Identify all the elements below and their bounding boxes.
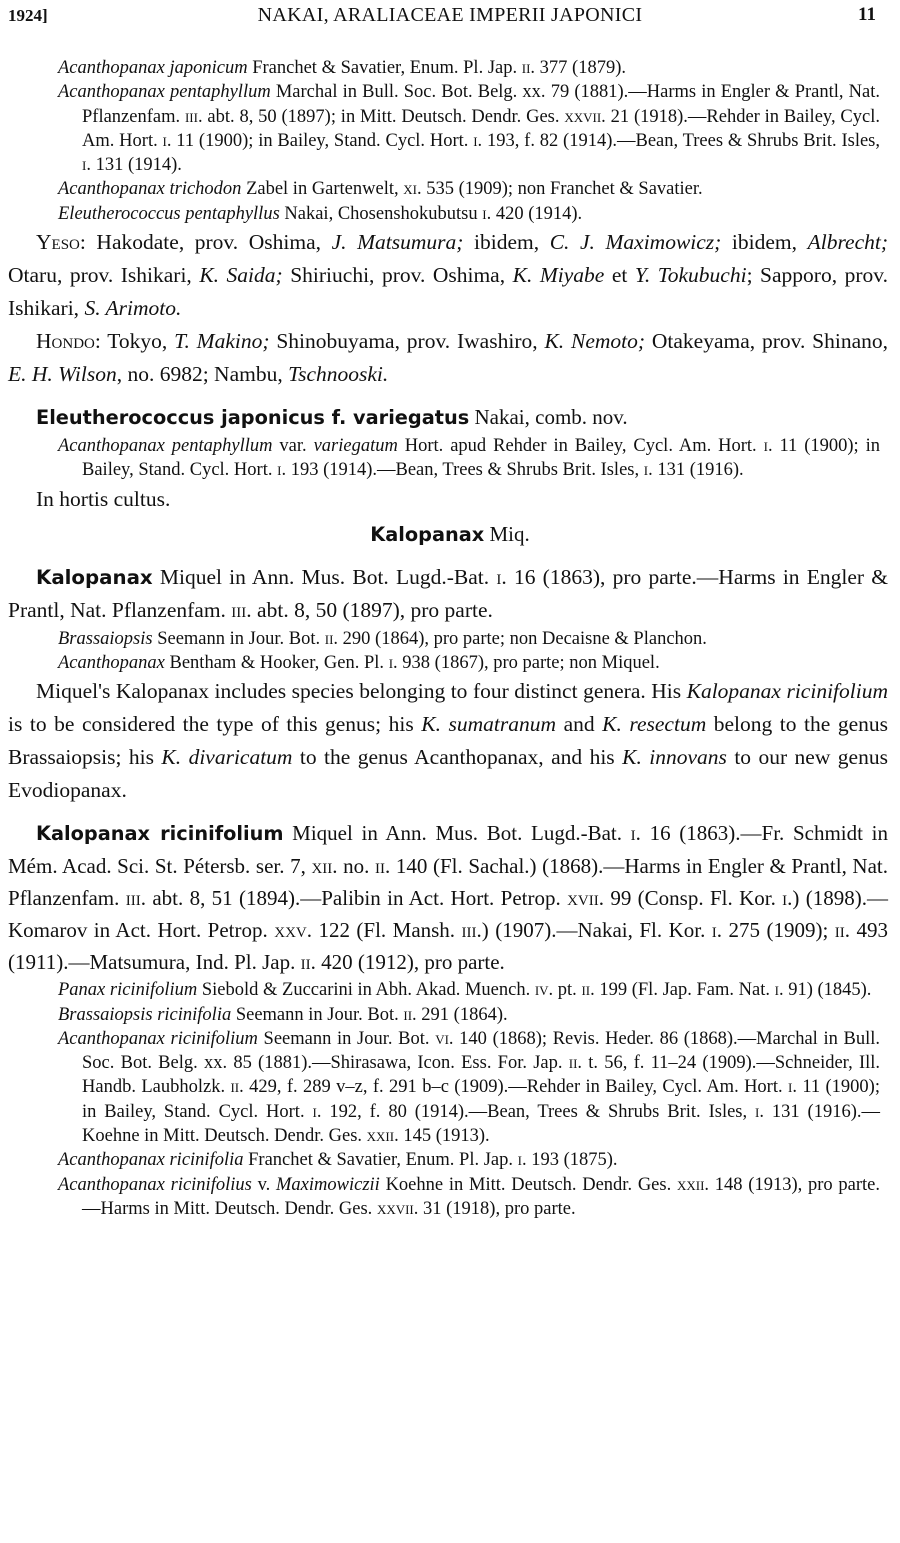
text-run: . 16 (1863).—Fr. Schmidt in Mém. Acad. Sci. St. Pétersb. ser. 7, <box>8 821 888 879</box>
text-run: Otaru, prov. Ishikari, <box>8 263 200 288</box>
small-caps-text: ii <box>403 1004 413 1025</box>
header-title: NAKAI, ARALIACEAE IMPERII JAPONICI <box>257 4 643 26</box>
small-caps-text: i <box>277 460 282 481</box>
italic-text: Acanthopanax ricinifolium <box>58 1028 258 1049</box>
taxon-heading-paragraph <box>8 401 888 434</box>
text-run: . t. 56, f. 11–24 (1909).—Schneider, Ill. Handb. Laubholzk. <box>82 1053 881 1098</box>
small-caps-text: xxvii <box>564 106 602 127</box>
synonym-citation <box>58 202 880 226</box>
text-run: Siebold & Zuccarini in Abh. Akad. Muench. <box>197 980 535 1001</box>
italic-text: Acanthopanax ricinifolius <box>58 1174 252 1195</box>
text-run: . 938 (1867), pro parte; non Miquel. <box>393 652 660 673</box>
header-year: 1924] <box>8 6 48 25</box>
bold-taxon-name: Kalopanax ricinifolium <box>36 822 284 846</box>
small-caps-text: i <box>162 130 167 151</box>
text-run: . 140 (1868); Revis. Heder. 86 (1868).—Marchal in Bull. Soc. Bot. Belg. xx. 85 (1881).—Shirasawa, Icon. Ess. For. Jap. <box>82 1028 880 1074</box>
italic-text: Acanthopanax ricinifolia <box>58 1150 244 1171</box>
italic-text: K. Nemoto; <box>544 329 646 354</box>
italic-text: Kalopanax ricinifolium <box>686 679 888 704</box>
text-run: . 31 (1918), pro parte. <box>413 1198 576 1219</box>
text-run: Marchal in Bull. Soc. Bot. Belg. xx. 79 (1881).—Harms in Engler & Prantl, Nat. Pflanzenfam. <box>82 82 880 127</box>
text-run: . pt. <box>548 980 582 1001</box>
text-run: . 420 (1914). <box>486 203 583 224</box>
text-run: In hortis cultus. <box>36 486 171 511</box>
small-caps-text: i <box>763 436 768 457</box>
synonym-citation <box>58 434 881 483</box>
text-run: . abt. 8, 50 (1897); in Mitt. Deutsch. Dendr. Ges. <box>197 106 565 127</box>
small-caps-text: ii <box>521 58 531 78</box>
text-run: . abt. 8, 50 (1897), pro parte. <box>246 597 493 622</box>
text-run: to our new genus Evodiopanax. <box>8 745 888 803</box>
text-run: . 429, f. 289 v–z, f. 291 b–c (1909).—Rehder in Bailey, Cycl. Am. Hort. <box>239 1077 788 1098</box>
small-caps-text: i <box>388 652 394 673</box>
text-run: . abt. 8, 51 (1894).—Palibin in Act. Hort. Petrop. <box>140 886 568 911</box>
italic-text: Y. Tokubuchi <box>634 263 747 288</box>
small-caps-text: iii <box>184 106 198 127</box>
small-caps-text: iv <box>534 980 549 1001</box>
text-run: . 145 (1913). <box>394 1126 490 1147</box>
text-run: . 11 (1900); in Bailey, Stand. Cycl. Hort. <box>82 436 881 481</box>
text-run: Miquel in Ann. Mus. Bot. Lugd.-Bat. <box>152 564 497 589</box>
small-caps-text: xii <box>311 854 333 879</box>
small-caps-text: xxvii <box>376 1198 414 1219</box>
synonym-citation <box>58 1173 880 1222</box>
small-caps-text: ii <box>375 854 385 879</box>
italic-text: K. innovans <box>622 745 727 770</box>
italic-text: Brassaiopsis ricinifolia <box>58 1004 232 1025</box>
text-run: . 148 (1913), pro parte.—Harms in Mitt. Deutsch. Dendr. Ges. <box>82 1174 880 1219</box>
text-run: Shinobuyama, prov. Iwashiro, <box>269 329 545 354</box>
text-run: . 131 (1914). <box>86 155 182 176</box>
text-run: : Hakodate, prov. Oshima, <box>79 230 332 255</box>
italic-text: S. Arimoto. <box>84 296 182 321</box>
italic-text: E. H. Wilson <box>8 362 117 387</box>
text-run: : Tokyo, <box>94 329 175 354</box>
small-caps-text: xvii <box>567 886 599 911</box>
synonym-citation <box>58 56 880 80</box>
small-caps-text: i <box>473 130 478 151</box>
italic-text: C. J. Maximowicz; <box>549 230 722 255</box>
text-run: . 493 (1911).—Matsumura, Ind. Pl. Jap. <box>8 918 888 975</box>
text-run: . 275 (1909); <box>716 918 835 943</box>
small-caps-text: i <box>630 821 636 846</box>
text-run: . 16 (1863), pro parte.—Harms in Engler & Prantl, Nat. Pflanzenfam. <box>8 564 888 622</box>
text-run: ibidem, <box>721 230 808 255</box>
small-caps-text: i <box>782 886 788 911</box>
small-caps-text: iii <box>231 597 247 622</box>
text-run: .) (1898).—Komarov in Act. Hort. Petrop. <box>8 886 888 943</box>
text-run: . 131 (1916). <box>648 460 744 481</box>
text-run: Nakai, Chosenshokubutsu <box>279 203 483 224</box>
text-run: . 91) (1845). <box>778 980 872 1001</box>
text-run: . 131 (1916).—Koehne in Mitt. Deutsch. Dendr. Ges. <box>82 1101 880 1147</box>
italic-text: Eleutherococcus pentaphyllus <box>58 203 280 224</box>
text-run: Seemann in Jour. Bot. <box>231 1004 404 1025</box>
small-caps-text: i <box>496 564 502 589</box>
small-caps-text: ii <box>568 1053 578 1074</box>
text-run: . 193 (1914).—Bean, Trees & Shrubs Brit. Isles, <box>281 460 644 481</box>
text-run: Seemann in Jour. Bot. <box>152 628 325 649</box>
small-caps-text: iii <box>461 918 477 943</box>
small-caps-text: ii <box>834 918 845 943</box>
text-paragraph <box>8 561 888 627</box>
text-run: . 291 (1864). <box>412 1004 508 1025</box>
text-run: Franchet & Savatier, Enum. Pl. Jap. <box>247 58 522 78</box>
synonym-citation <box>58 1003 880 1027</box>
small-caps-text: i <box>755 1101 760 1122</box>
italic-text: Brassaiopsis <box>58 628 153 649</box>
small-caps-text: Hondo <box>36 329 95 354</box>
synonym-citation <box>58 1148 880 1172</box>
synonym-citation <box>58 651 880 675</box>
text-run: . 199 (Fl. Jap. Fam. Nat. <box>590 980 775 1001</box>
small-caps-text: i <box>787 1077 793 1098</box>
text-run: Nakai, comb. nov. <box>469 405 628 430</box>
italic-text: T. Makino; <box>174 329 270 354</box>
text-run: .) (1907).—Nakai, Fl. Kor. <box>476 918 712 943</box>
text-run: ibidem, <box>463 230 550 255</box>
text-run: Hort. apud Rehder in Bailey, Cycl. Am. Hort. <box>397 436 764 457</box>
italic-text: J. Matsumura; <box>331 230 464 255</box>
italic-text: K. Saida; <box>199 263 283 288</box>
text-run: . 122 (Fl. Mansh. <box>306 918 462 943</box>
text-run: var. <box>272 436 314 457</box>
italic-text: Acanthopanax pentaphyllum <box>58 436 273 457</box>
italic-text: variegatum <box>313 436 398 457</box>
text-run: . 193, f. 82 (1914).—Bean, Trees & Shrubs Brit. Isles, <box>477 130 880 151</box>
synonym-citation <box>58 978 880 1002</box>
italic-text: Acanthopanax pentaphyllum <box>58 82 271 103</box>
text-run: . 290 (1864), pro parte; non Decaisne & Planchon. <box>333 628 707 649</box>
text-run: v. <box>251 1174 277 1195</box>
small-caps-text: ii <box>300 950 311 975</box>
small-caps-text: xxv <box>274 918 307 943</box>
italic-text: K. resectum <box>602 712 707 737</box>
text-run: . 192, f. 80 (1914).—Bean, Trees & Shrubs Brit. Isles, <box>316 1101 756 1122</box>
text-paragraph <box>8 675 888 807</box>
text-run: . 140 (Fl. Sachal.) (1868).—Harms in Engler & Prantl, Nat. Pflanzenfam. <box>8 854 889 911</box>
synonym-citation <box>58 1027 881 1148</box>
italic-text: Acanthopanax japonicum <box>58 58 248 78</box>
small-caps-text: i <box>82 155 87 176</box>
text-run: Seemann in Jour. Bot. <box>257 1028 436 1049</box>
small-caps-text: xi <box>403 179 417 200</box>
bold-taxon-name: Kalopanax <box>36 565 153 589</box>
text-run: Bentham & Hooker, Gen. Pl. <box>164 652 389 673</box>
text-run: , no. 6982; Nambu, <box>116 362 289 387</box>
bold-taxon-name: Eleutherococcus japonicus f. variegatus <box>36 406 470 430</box>
text-run: Miquel in Ann. Mus. Bot. Lugd.-Bat. <box>283 821 631 846</box>
text-run: Otakeyama, prov. Shinano, <box>645 329 889 354</box>
italic-text: K. divaricatum <box>161 745 293 770</box>
small-caps-text: ii <box>324 628 334 649</box>
text-run: and <box>556 712 603 737</box>
italic-text: Tschnooski. <box>288 362 389 387</box>
small-caps-text: i <box>517 1150 522 1171</box>
text-run: belong to the genus Brassaiopsis; his <box>8 712 889 770</box>
synonym-citation <box>58 177 880 201</box>
small-caps-text: i <box>774 980 779 1001</box>
text-run: . 21 (1918).—Rehder in Bailey, Cycl. Am. Hort. <box>82 106 880 151</box>
text-run: . 99 (Consp. Fl. Kor. <box>598 886 783 911</box>
text-run: . 11 (1900); in Bailey, Stand. Cycl. Hort. <box>82 1077 880 1122</box>
small-caps-text: Yeso <box>36 230 80 255</box>
small-caps-text: i <box>711 918 717 943</box>
taxon-heading-paragraph <box>8 817 888 978</box>
text-run: Zabel in Gartenwelt, <box>241 179 404 200</box>
small-caps-text: i <box>643 460 649 481</box>
text-paragraph <box>8 325 888 391</box>
text-run: . 11 (1900); in Bailey, Stand. Cycl. Hort. <box>166 130 474 151</box>
text-run: Shiriuchi, prov. Oshima, <box>282 263 513 288</box>
text-paragraph <box>8 483 888 516</box>
text-paragraph <box>8 226 888 325</box>
running-header <box>0 4 900 30</box>
italic-text: Acanthopanax trichodon <box>58 179 242 200</box>
small-caps-text: vi <box>435 1028 449 1049</box>
small-caps-text: i <box>312 1101 317 1122</box>
text-run: . 193 (1875). <box>521 1150 618 1171</box>
page-number: 11 <box>858 4 876 25</box>
text-run: . 420 (1912), pro parte. <box>310 950 505 975</box>
small-caps-text: xxii <box>676 1174 705 1195</box>
italic-text: Albrecht; <box>807 230 889 255</box>
text-run: Miquel's Kalopanax includes species belonging to four distinct genera. His <box>36 679 687 704</box>
bold-taxon-name: Kalopanax <box>370 522 485 546</box>
text-run: Franchet & Savatier, Enum. Pl. Jap. <box>243 1150 518 1171</box>
text-run: . no. <box>332 854 375 879</box>
text-run: . 535 (1909); non Franchet & Savatier. <box>416 179 703 200</box>
text-run: et <box>604 263 635 288</box>
italic-text: Panax ricinifolium <box>58 980 198 1001</box>
text-run: is to be considered the type of this genus; his <box>8 712 422 737</box>
small-caps-text: i <box>482 203 487 224</box>
italic-text: K. sumatranum <box>421 712 557 737</box>
italic-text: Maximowiczii <box>276 1174 380 1195</box>
text-run: Miq. <box>484 521 530 546</box>
text-run: . 377 (1879). <box>530 58 626 78</box>
page-body <box>0 56 900 1221</box>
text-run: ; Sapporo, prov. Ishikari, <box>8 263 888 321</box>
italic-text: Acanthopanax <box>58 652 165 673</box>
synonym-citation <box>58 627 880 651</box>
italic-text: K. Miyabe <box>512 263 605 288</box>
text-run: Koehne in Mitt. Deutsch. Dendr. Ges. <box>379 1174 677 1195</box>
small-caps-text: ii <box>230 1077 240 1098</box>
small-caps-text: xxii <box>366 1126 395 1147</box>
text-run: to the genus Acanthopanax, and his <box>292 745 623 770</box>
genus-heading <box>0 518 900 551</box>
small-caps-text: iii <box>125 886 141 911</box>
synonym-citation <box>58 80 880 177</box>
small-caps-text: ii <box>581 980 591 1001</box>
